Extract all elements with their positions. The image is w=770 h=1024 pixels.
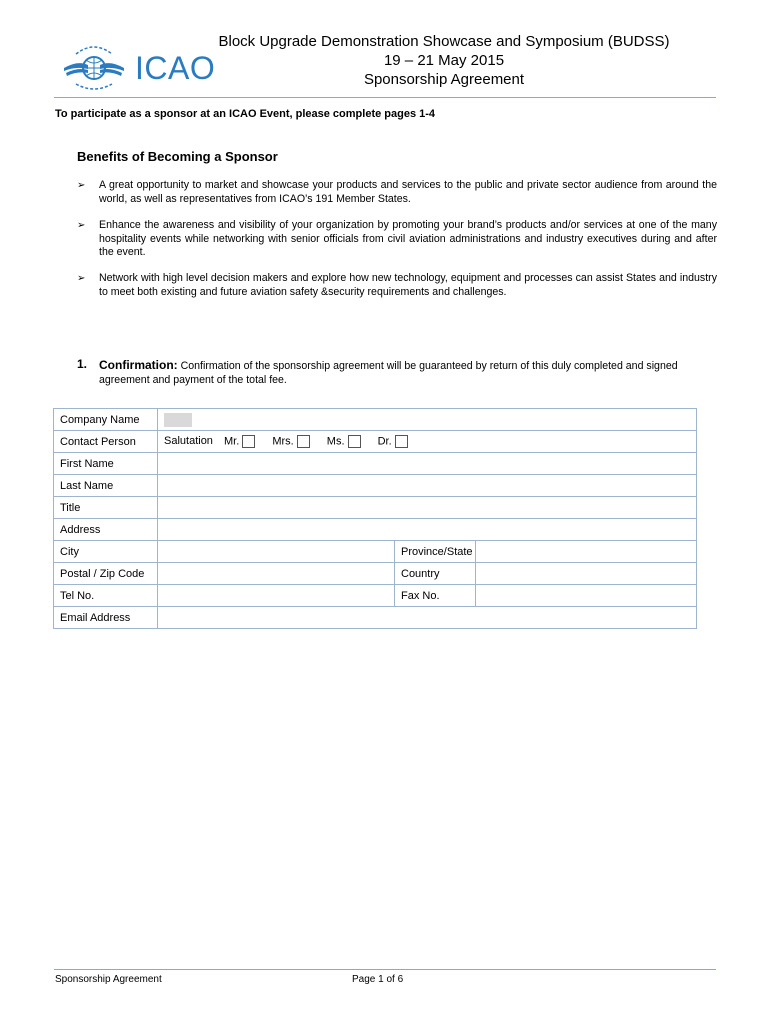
mrs-checkbox[interactable] — [297, 435, 310, 448]
address-field[interactable] — [158, 519, 697, 541]
icao-logo — [58, 38, 216, 94]
intro-instruction: To participate as a sponsor at an ICAO Event, please complete pages 1-4 — [55, 108, 436, 120]
table-row — [54, 475, 697, 497]
tel-label: Tel No. — [54, 585, 158, 607]
event-dates: 19 – 21 May 2015 — [383, 52, 505, 69]
dr-checkbox[interactable] — [395, 435, 408, 448]
confirmation-paragraph — [99, 358, 719, 387]
section-number: 1. — [77, 357, 88, 371]
title-field[interactable] — [158, 497, 697, 519]
fax-label: Fax No. — [395, 585, 476, 607]
bullet-arrow-icon: ➢ — [77, 220, 86, 231]
benefits-heading: Benefits of Becoming a Sponsor — [77, 149, 278, 164]
province-label: Province/State — [395, 541, 476, 563]
table-row — [54, 409, 697, 431]
tel-field[interactable] — [158, 585, 395, 607]
benefit-item: Network with high level decision makers and explore how new technology, equipment and processes can assist States and industry to meet both existing and future aviation safety &security requirements and challenges. — [99, 272, 717, 298]
bullet-arrow-icon: ➢ — [77, 180, 86, 191]
ms-label: Ms. — [326, 435, 345, 448]
first-name-field[interactable] — [158, 453, 697, 475]
footer-doc-name: Sponsorship Agreement — [55, 974, 162, 985]
dr-label: Dr. — [377, 435, 392, 448]
mr-label: Mr. — [224, 435, 240, 448]
contact-person-label: Contact Person — [54, 431, 158, 453]
postal-label: Postal / Zip Code — [54, 563, 158, 585]
last-name-field[interactable] — [158, 475, 697, 497]
company-name-field[interactable] — [158, 409, 697, 431]
fax-field[interactable] — [476, 585, 697, 607]
province-field[interactable] — [476, 541, 697, 563]
address-label: Address — [54, 519, 158, 541]
mr-checkbox[interactable] — [242, 435, 255, 448]
footer-divider — [54, 969, 716, 970]
city-field[interactable] — [158, 541, 395, 563]
company-name-label: Company Name — [54, 409, 158, 431]
logo-wordmark: ICAO — [135, 50, 216, 86]
page-number: Page 1 of 6 — [352, 974, 404, 985]
table-row — [54, 519, 697, 541]
table-row — [54, 541, 697, 563]
first-name-label: First Name — [54, 453, 158, 475]
sponsor-contact-form — [53, 408, 697, 629]
confirmation-text: Confirmation of the sponsorship agreement will be guaranteed by return of this duly completed and signed agreement and payment of the total fee. — [99, 360, 678, 386]
city-label: City — [54, 541, 158, 563]
bullet-arrow-icon: ➢ — [77, 273, 86, 284]
benefit-item: Enhance the awareness and visibility of your organization by promoting your brand’s products and/or services at one of the many hospitality events while networking with senior officials from civil aviation administrations and industry executives during and after the event. — [99, 219, 717, 258]
table-row — [54, 585, 697, 607]
icao-emblem-icon — [58, 38, 130, 94]
document-title: Sponsorship Agreement — [363, 71, 525, 88]
confirmation-title: Confirmation: — [99, 358, 178, 372]
ms-checkbox[interactable] — [348, 435, 361, 448]
email-label: Email Address — [54, 607, 158, 629]
table-row — [54, 453, 697, 475]
company-name-input[interactable] — [164, 413, 192, 427]
benefit-item: A great opportunity to market and showcase your products and services to the public and private sector audience from around the world, as well as representatives from ICAO’s 191 Member States. — [99, 179, 717, 205]
title-label: Title — [54, 497, 158, 519]
event-title: Block Upgrade Demonstration Showcase and Symposium (BUDSS) — [218, 33, 670, 50]
last-name-label: Last Name — [54, 475, 158, 497]
salutation-label: Salutation — [164, 435, 213, 448]
table-row — [54, 563, 697, 585]
table-row — [54, 607, 697, 629]
header-divider — [54, 97, 716, 98]
postal-field[interactable] — [158, 563, 395, 585]
country-field[interactable] — [476, 563, 697, 585]
table-row — [54, 431, 697, 453]
table-row — [54, 497, 697, 519]
email-field[interactable] — [158, 607, 697, 629]
mrs-label: Mrs. — [272, 435, 294, 448]
country-label: Country — [395, 563, 476, 585]
salutation-field — [158, 431, 697, 453]
